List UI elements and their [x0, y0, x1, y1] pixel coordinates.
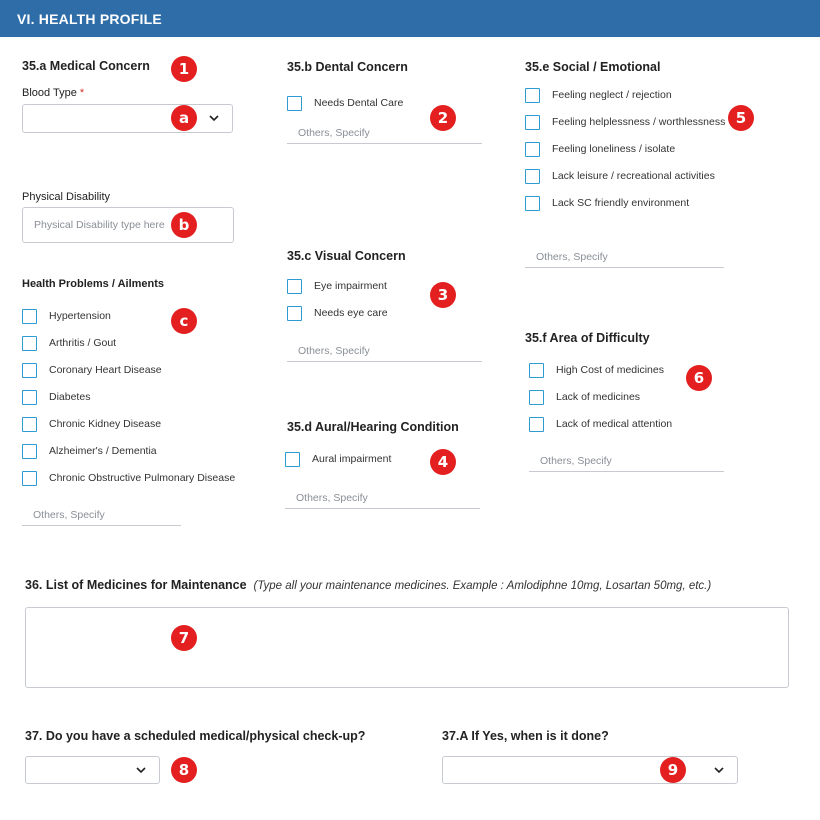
visual-others-input[interactable] [287, 340, 482, 361]
aural-checkbox[interactable] [285, 452, 300, 467]
social-others-field[interactable] [525, 246, 724, 268]
dental-option-label: Needs Dental Care [314, 97, 404, 109]
aural-option-label: Aural impairment [312, 453, 392, 465]
social-checkbox[interactable] [525, 115, 540, 130]
health-others-input[interactable] [22, 504, 181, 525]
checkup-question: 37. Do you have a scheduled medical/physical check-up? [25, 729, 366, 743]
difficulty-checkbox[interactable] [529, 390, 544, 405]
annotation-badge-4: 4 [430, 449, 456, 475]
difficulty-option-label: Lack of medicines [556, 391, 641, 403]
visual-concern-title: 35.c Visual Concern [287, 249, 406, 263]
difficulty-title: 35.f Area of Difficulty [525, 331, 650, 345]
health-others-field[interactable] [22, 504, 181, 526]
checkup-select[interactable] [25, 756, 160, 784]
medicines-textarea-box[interactable] [25, 607, 789, 688]
medicines-hint: (Type all your maintenance medicines. Example : Amlodiphne 10mg, Losartan 50mg, etc.) [253, 580, 712, 592]
medicines-title: 36. List of Medicines for Maintenance (Type all your maintenance medicines. Example : Amlodiphne 10mg, Losartan 50mg, etc.) [25, 578, 712, 592]
dental-checkbox[interactable] [287, 96, 302, 111]
health-problem-option-label: Chronic Kidney Disease [49, 418, 162, 430]
visual-checkbox[interactable] [287, 306, 302, 321]
annotation-badge-b: b [171, 212, 197, 238]
chevron-down-icon [135, 764, 147, 776]
annotation-badge-1: 1 [171, 56, 197, 82]
difficulty-others-field[interactable] [529, 450, 724, 472]
dental-concern-title: 35.b Dental Concern [287, 60, 408, 74]
physical-disability-label: Physical Disability [22, 191, 111, 203]
chevron-down-icon [713, 764, 725, 776]
visual-checkbox[interactable] [287, 279, 302, 294]
blood-type-label: Blood Type * [22, 87, 85, 99]
health-problems-title: Health Problems / Ailments [22, 278, 165, 290]
difficulty-option-label: High Cost of medicines [556, 364, 664, 376]
health-problem-option-label: Arthritis / Gout [49, 337, 117, 349]
health-problem-checkbox[interactable] [22, 363, 37, 378]
social-checkbox[interactable] [525, 88, 540, 103]
difficulty-others-input[interactable] [529, 450, 724, 471]
medical-concern-title: 35.a Medical Concern [22, 59, 150, 73]
health-problem-option-label: Diabetes [49, 391, 91, 403]
aural-others-field[interactable] [285, 487, 480, 509]
social-emotional-title: 35.e Social / Emotional [525, 60, 661, 74]
required-mark: * [79, 87, 85, 99]
health-problem-checkbox[interactable] [22, 309, 37, 324]
health-problem-checkbox[interactable] [22, 444, 37, 459]
social-option-label: Lack SC friendly environment [552, 197, 690, 209]
health-problem-option-label: Coronary Heart Disease [49, 364, 162, 376]
annotation-badge-3: 3 [430, 282, 456, 308]
physical-disability-input[interactable] [23, 208, 233, 242]
physical-disability-field[interactable] [22, 207, 234, 243]
annotation-badge-8: 8 [171, 757, 197, 783]
difficulty-option-label: Lack of medical attention [556, 418, 673, 430]
section-header [0, 0, 820, 37]
checkup-when-question: 37.A If Yes, when is it done? [442, 729, 609, 743]
visual-others-field[interactable] [287, 340, 482, 362]
aural-others-input[interactable] [285, 487, 480, 508]
visual-option-label: Needs eye care [314, 307, 388, 319]
health-problem-checkbox[interactable] [22, 336, 37, 351]
difficulty-checkbox[interactable] [529, 417, 544, 432]
social-checkbox[interactable] [525, 142, 540, 157]
annotation-badge-7: 7 [171, 625, 197, 651]
annotation-badge-5: 5 [728, 105, 754, 131]
health-problem-option-label: Chronic Obstructive Pulmonary Disease [49, 472, 236, 484]
social-option-label: Feeling helplessness / worthlessness [552, 116, 726, 128]
annotation-badge-a: a [171, 105, 197, 131]
social-option-label: Lack leisure / recreational activities [552, 170, 715, 182]
annotation-badge-6: 6 [686, 365, 712, 391]
social-option-label: Feeling neglect / rejection [552, 89, 672, 101]
blood-type-select[interactable] [22, 104, 233, 133]
health-problem-option-label: Hypertension [49, 310, 111, 322]
visual-option-label: Eye impairment [314, 280, 387, 292]
annotation-badge-c: c [171, 308, 197, 334]
checkup-when-select[interactable] [442, 756, 738, 784]
annotation-badge-2: 2 [430, 105, 456, 131]
difficulty-checkbox[interactable] [529, 363, 544, 378]
health-problem-checkbox[interactable] [22, 390, 37, 405]
chevron-down-icon [208, 112, 220, 124]
social-others-input[interactable] [525, 246, 724, 267]
health-problem-checkbox[interactable] [22, 471, 37, 486]
medicines-textarea[interactable] [26, 608, 788, 687]
social-option-label: Feeling loneliness / isolate [552, 143, 676, 155]
social-checkbox[interactable] [525, 196, 540, 211]
annotation-badge-9: 9 [660, 757, 686, 783]
health-problem-option-label: Alzheimer's / Dementia [49, 445, 157, 457]
section-title: VI. HEALTH PROFILE [17, 11, 162, 27]
aural-condition-title: 35.d Aural/Hearing Condition [287, 420, 459, 434]
social-checkbox[interactable] [525, 169, 540, 184]
health-problem-checkbox[interactable] [22, 417, 37, 432]
